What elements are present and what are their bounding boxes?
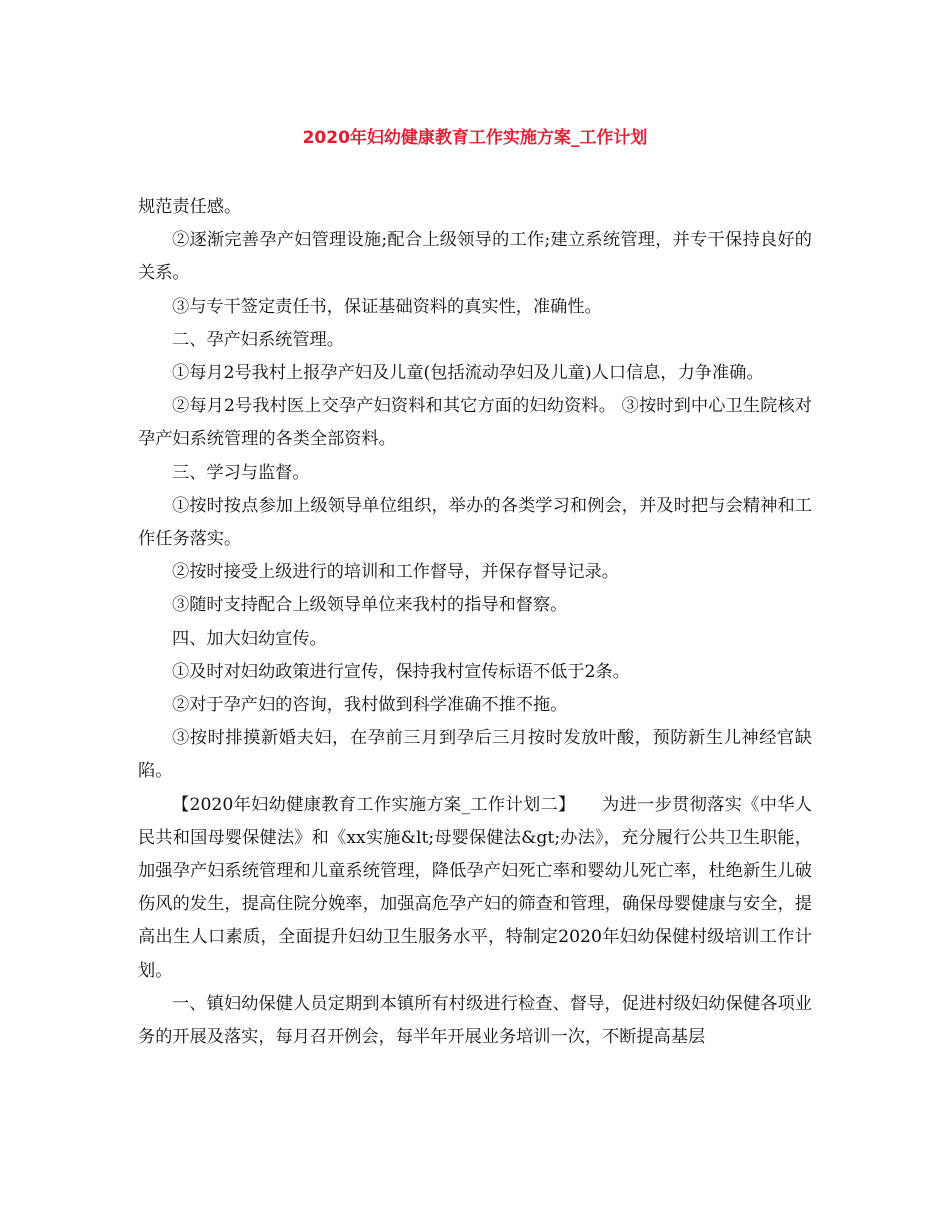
paragraph: ①及时对妇幼政策进行宣传，保持我村宣传标语不低于2条。 [172,661,630,682]
paragraph: ③按时排摸新婚夫妇，在孕前三月到孕后三月按时发放叶酸，预防新生儿神经官缺陷。 [138,728,812,782]
paragraph: 规范责任感。 [138,197,242,217]
paragraph: ②按时接受上级进行的培训和工作督导，并保存督导记录。 [172,562,619,583]
paragraph: ②逐渐完善孕产妇管理设施;配合上级领导的工作;建立系统管理，并专干保持良好的关系。 [138,230,812,284]
paragraph: ②每月2号我村医上交孕产妇资料和其它方面的妇幼资料。 ③按时到中心卫生院核对孕产妇系统管理的各类全部资料。 [138,396,812,450]
section-heading: 四、加大妇幼宣传。 [172,628,327,649]
section-heading: 二、孕产妇系统管理。 [172,329,344,350]
document-title: 2020年妇幼健康教育工作实施方案_工作计划 [302,128,648,148]
paragraph: ②对于孕产妇的咨询，我村做到科学准确不推不拖。 [172,695,568,716]
paragraph: 一、镇妇幼保健人员定期到本镇所有村级进行检查、督导，促进村级妇幼保健各项业务的开展及落实，每月召开例会，每半年开展业务培训一次，不断提高基层 [138,993,812,1048]
paragraph: ①每月2号我村上报孕产妇及儿童(包括流动孕妇及儿童)人口信息，力争准确。 [172,363,764,384]
paragraph: 【2020年妇幼健康教育工作实施方案_工作计划二】 为进一步贯彻落实《中华人民共和国母婴保健法》和《xx实施&lt;母婴保健法&gt;办法》，充分履行公共卫生职能，加强孕产妇系统管理和儿童系统管理，降低孕产妇死亡率和婴幼儿死亡率，杜绝新生儿破伤风的发生，提高住院分娩率，加强高危孕产妇的筛查和管理，确保母婴健康与安全，提高出生人口素质，全面提升妇幼卫生服务水平，特制定2020年妇幼保健村级培训工作计划。 [138,794,812,981]
paragraph: ③与专干签定责任书，保证基础资料的真实性，准确性。 [172,296,602,317]
paragraph: ③随时支持配合上级领导单位来我村的指导和督察。 [172,595,568,616]
section-heading: 三、学习与监督。 [172,462,310,483]
document-body [138,191,812,1054]
paragraph: ①按时按点参加上级领导单位组织，举办的各类学习和例会，并及时把与会精神和工作任务落实。 [138,495,812,550]
